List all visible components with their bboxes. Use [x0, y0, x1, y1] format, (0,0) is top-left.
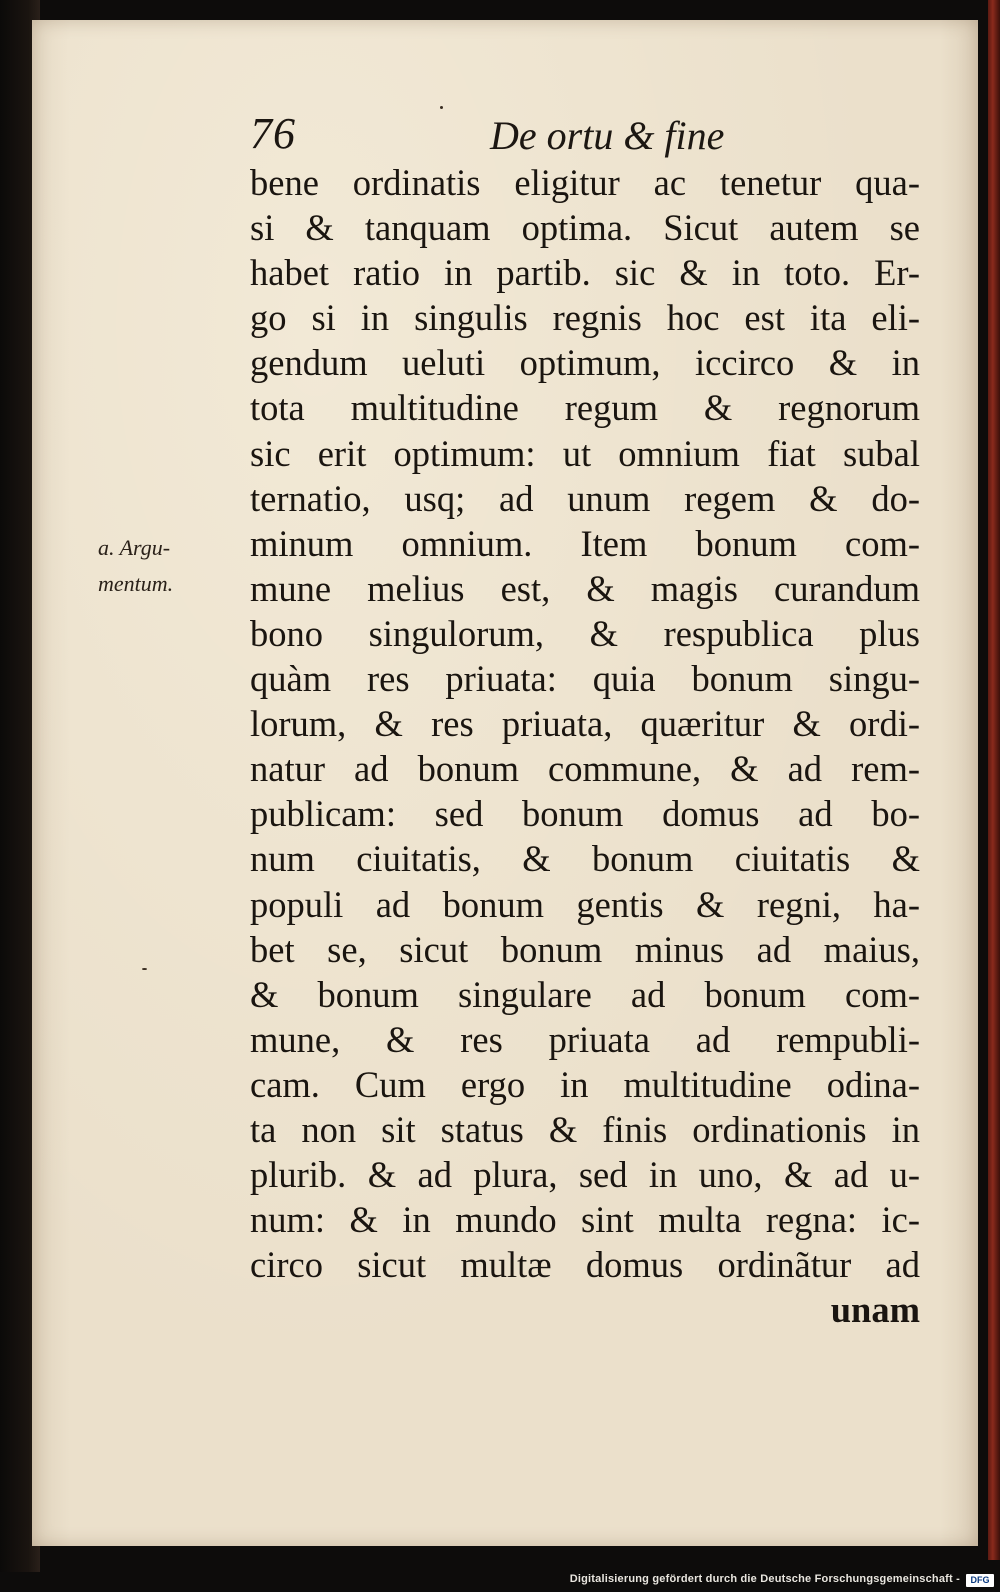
text-line: sic erit optimum: ut omnium fiat subal [250, 432, 920, 474]
text-line: & bonum singulare ad bonum com- [250, 973, 920, 1015]
catchword: unam [830, 1289, 920, 1331]
text-line: bene ordinatis eligitur ac tenetur qua- [250, 162, 920, 203]
running-head [250, 108, 770, 168]
text-line: lorum, & res priuata, quæritur & ordi- [250, 703, 920, 745]
page-edge-red [988, 0, 1000, 1560]
text-line: gendum ueluti optimum, iccirco & in [250, 342, 920, 384]
body-text [250, 160, 920, 1332]
text-line: quàm res priuata: quia bonum singu- [250, 658, 920, 700]
page-number: 76 [250, 109, 296, 158]
text-line: ta non sit status & finis ordinationis in [250, 1108, 920, 1150]
text-line: mune, & res priuata ad rempubli- [250, 1018, 920, 1060]
running-title: De ortu & fine [490, 113, 725, 158]
dfg-logo: DFG [966, 1574, 994, 1587]
text-line: plurib. & ad plura, sed in uno, & ad u- [250, 1154, 920, 1196]
text-line: si & tanquam optima. Sicut autem se [250, 207, 920, 249]
text-line: num ciuitatis, & bonum ciuitatis & [250, 838, 920, 880]
text-line: populi ad bonum gentis & regni, ha- [250, 883, 920, 925]
marginal-note-line: a. Argu- [98, 535, 171, 560]
text-line: go si in singulis regnis hoc est ita eli- [250, 297, 920, 339]
text-line: circo sicut multæ domus ordinãtur ad [250, 1244, 920, 1286]
text-line: ternatio, usq; ad unum regem & do- [250, 477, 920, 519]
funding-notice: Digitalisierung gefördert durch die Deutsche Forschungsgemeinschaft - [569, 1573, 960, 1585]
text-line: bono singulorum, & respublica plus [250, 612, 920, 654]
text-line: num: & in mundo sint multa regna: ic- [250, 1199, 920, 1241]
marginal-note-line: mentum. [98, 571, 174, 596]
text-line: natur ad bonum commune, & ad rem- [250, 748, 920, 790]
text-line: cam. Cum ergo in multitudine odina- [250, 1063, 920, 1105]
text-line: bet se, sicut bonum minus ad maius, [250, 928, 920, 970]
ink-speck [142, 968, 147, 970]
text-line: minum omnium. Item bonum com- [250, 522, 920, 564]
text-line: tota multitudine regum & regnorum [250, 387, 920, 429]
marginal-note [98, 530, 238, 602]
text-line: habet ratio in partib. sic & in toto. Er- [250, 252, 920, 294]
text-line: mune melius est, & magis curandum [250, 567, 920, 609]
text-line: publicam: sed bonum domus ad bo- [250, 793, 920, 835]
